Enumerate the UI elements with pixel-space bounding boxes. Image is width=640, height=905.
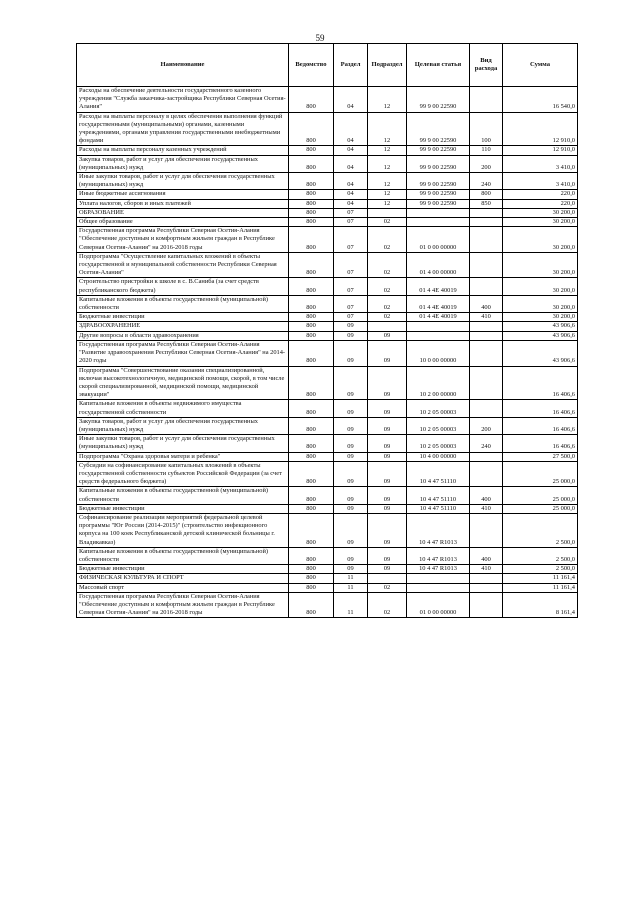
row-name: Подпрограмма "Осуществление капитальных вложений в объекты государственной и муниципальной собственности Республики Северная Осетия-Алания" xyxy=(77,252,289,278)
row-amount: 3 410,0 xyxy=(503,155,578,172)
row-target-article xyxy=(407,331,470,340)
header-subsection: Подраздел xyxy=(368,44,407,87)
row-expense-type: 200 xyxy=(470,417,503,434)
row-target-article xyxy=(407,218,470,227)
row-subsection xyxy=(368,574,407,583)
row-section: 09 xyxy=(334,435,368,452)
row-section: 09 xyxy=(334,461,368,487)
row-name: Капитальные вложения в объекты государственной (муниципальной) собственности xyxy=(77,487,289,504)
row-department: 800 xyxy=(289,313,334,322)
row-department: 800 xyxy=(289,199,334,208)
row-target-article: 99 9 00 22590 xyxy=(407,190,470,199)
row-section: 11 xyxy=(334,592,368,618)
row-subsection xyxy=(368,322,407,331)
row-section: 09 xyxy=(334,340,368,366)
row-subsection xyxy=(368,208,407,217)
row-section: 09 xyxy=(334,417,368,434)
row-department: 800 xyxy=(289,190,334,199)
row-amount: 30 200,0 xyxy=(503,313,578,322)
row-name: Иные закупки товаров, работ и услуг для обеспечения государственных (муниципальных) нужд xyxy=(77,435,289,452)
row-target-article: 99 9 00 22590 xyxy=(407,173,470,190)
row-name: Бюджетные инвестиции xyxy=(77,504,289,513)
row-subsection: 12 xyxy=(368,199,407,208)
row-amount: 12 910,0 xyxy=(503,112,578,146)
row-subsection: 09 xyxy=(368,565,407,574)
row-section: 11 xyxy=(334,574,368,583)
row-subsection: 02 xyxy=(368,313,407,322)
row-section: 09 xyxy=(334,331,368,340)
row-target-article: 10 2 05 00003 xyxy=(407,417,470,434)
row-section: 11 xyxy=(334,583,368,592)
table-row xyxy=(77,417,578,434)
row-expense-type: 240 xyxy=(470,435,503,452)
row-name: ЗДРАВООХРАНЕНИЕ xyxy=(77,322,289,331)
row-department: 800 xyxy=(289,400,334,417)
row-department: 800 xyxy=(289,278,334,295)
row-department: 800 xyxy=(289,366,334,400)
row-name: Бюджетные инвестиции xyxy=(77,313,289,322)
table-row xyxy=(77,295,578,312)
row-target-article: 99 9 00 22590 xyxy=(407,199,470,208)
header-amount: Сумма xyxy=(503,44,578,87)
row-amount: 25 000,0 xyxy=(503,504,578,513)
row-section: 09 xyxy=(334,487,368,504)
row-expense-type xyxy=(470,208,503,217)
row-amount: 16 406,6 xyxy=(503,366,578,400)
row-expense-type: 100 xyxy=(470,112,503,146)
row-amount: 11 161,4 xyxy=(503,583,578,592)
row-section: 07 xyxy=(334,313,368,322)
row-name: Субсидии на софинансирование капитальных вложений в объекты государственной собственности субъектов Российской Федерации (за счет средств федерального бюджета) xyxy=(77,461,289,487)
row-section: 07 xyxy=(334,295,368,312)
row-amount: 16 406,6 xyxy=(503,435,578,452)
table-row xyxy=(77,146,578,155)
row-name: Государственная программа Республики Северная Осетия-Алания "Обеспечение доступным и комфортным жильем граждан в Республике Северная Осетия-Алания" на 2016-2018 годы xyxy=(77,227,289,253)
row-expense-type xyxy=(470,461,503,487)
row-expense-type: 400 xyxy=(470,295,503,312)
row-name: Подпрограмма "Охрана здоровья матери и ребенка" xyxy=(77,452,289,461)
row-expense-type xyxy=(470,452,503,461)
row-expense-type: 410 xyxy=(470,565,503,574)
row-target-article: 10 4 47 51110 xyxy=(407,487,470,504)
row-amount: 16 540,0 xyxy=(503,87,578,113)
row-amount: 2 500,0 xyxy=(503,565,578,574)
row-target-article: 10 2 05 00003 xyxy=(407,435,470,452)
row-name: Уплата налогов, сборов и иных платежей xyxy=(77,199,289,208)
row-subsection: 09 xyxy=(368,366,407,400)
row-amount: 220,0 xyxy=(503,190,578,199)
row-department: 800 xyxy=(289,583,334,592)
row-subsection: 09 xyxy=(368,331,407,340)
row-section: 04 xyxy=(334,155,368,172)
row-amount: 220,0 xyxy=(503,199,578,208)
table-row xyxy=(77,208,578,217)
row-expense-type xyxy=(470,400,503,417)
row-expense-type: 800 xyxy=(470,190,503,199)
row-subsection: 12 xyxy=(368,173,407,190)
row-expense-type xyxy=(470,227,503,253)
row-amount: 16 406,6 xyxy=(503,417,578,434)
row-target-article: 99 9 00 22590 xyxy=(407,87,470,113)
row-name: Иные бюджетные ассигнования xyxy=(77,190,289,199)
row-target-article: 99 9 00 22590 xyxy=(407,146,470,155)
row-subsection: 12 xyxy=(368,87,407,113)
row-name: Строительство пристройки к школе в с. В.Саниба (за счет средств республиканского бюджета) xyxy=(77,278,289,295)
row-target-article: 10 4 47 R1013 xyxy=(407,513,470,547)
table-row xyxy=(77,199,578,208)
row-name: Общее образование xyxy=(77,218,289,227)
row-subsection: 09 xyxy=(368,400,407,417)
row-amount: 25 000,0 xyxy=(503,461,578,487)
row-expense-type: 850 xyxy=(470,199,503,208)
row-name: Другие вопросы в области здравоохранения xyxy=(77,331,289,340)
row-target-article xyxy=(407,322,470,331)
row-department: 800 xyxy=(289,547,334,564)
table-row xyxy=(77,190,578,199)
row-expense-type xyxy=(470,87,503,113)
row-section: 04 xyxy=(334,173,368,190)
row-department: 800 xyxy=(289,435,334,452)
row-expense-type: 410 xyxy=(470,313,503,322)
row-section: 09 xyxy=(334,366,368,400)
row-department: 800 xyxy=(289,565,334,574)
table-row xyxy=(77,547,578,564)
table-row xyxy=(77,461,578,487)
row-section: 04 xyxy=(334,112,368,146)
row-subsection: 09 xyxy=(368,547,407,564)
row-expense-type: 200 xyxy=(470,155,503,172)
table-row xyxy=(77,574,578,583)
row-section: 09 xyxy=(334,565,368,574)
budget-table xyxy=(76,43,578,618)
table-row xyxy=(77,218,578,227)
row-subsection: 09 xyxy=(368,504,407,513)
row-name: Иные закупки товаров, работ и услуг для обеспечения государственных (муниципальных) нужд xyxy=(77,173,289,190)
row-amount: 30 200,0 xyxy=(503,218,578,227)
row-target-article: 01 4 00 00000 xyxy=(407,252,470,278)
row-name: Подпрограмма "Совершенствование оказания специализированной, включая высокотехнологичную, медицинской помощи, скорой, в том числе скорой специализированной, медицинской помощи, медицинской эвакуации" xyxy=(77,366,289,400)
row-expense-type: 410 xyxy=(470,504,503,513)
row-subsection: 02 xyxy=(368,295,407,312)
row-department: 800 xyxy=(289,513,334,547)
row-expense-type xyxy=(470,331,503,340)
row-department: 800 xyxy=(289,504,334,513)
row-amount: 11 161,4 xyxy=(503,574,578,583)
row-name: Расходы на выплаты персоналу казенных учреждений xyxy=(77,146,289,155)
row-target-article: 01 4 4Е 40019 xyxy=(407,313,470,322)
table-row xyxy=(77,400,578,417)
row-target-article: 10 0 00 00000 xyxy=(407,340,470,366)
row-department: 800 xyxy=(289,155,334,172)
row-target-article: 01 0 00 00000 xyxy=(407,227,470,253)
table-row xyxy=(77,112,578,146)
row-target-article: 01 0 00 00000 xyxy=(407,592,470,618)
table-row xyxy=(77,87,578,113)
row-expense-type: 110 xyxy=(470,146,503,155)
row-expense-type xyxy=(470,574,503,583)
row-section: 07 xyxy=(334,218,368,227)
row-subsection: 12 xyxy=(368,190,407,199)
row-department: 800 xyxy=(289,227,334,253)
row-section: 09 xyxy=(334,400,368,417)
header-target-article: Целевая статья xyxy=(407,44,470,87)
row-name: ОБРАЗОВАНИЕ xyxy=(77,208,289,217)
row-expense-type xyxy=(470,252,503,278)
row-target-article xyxy=(407,208,470,217)
row-subsection: 12 xyxy=(368,146,407,155)
row-name: Массовый спорт xyxy=(77,583,289,592)
row-amount: 25 000,0 xyxy=(503,487,578,504)
row-name: Государственная программа Республики Северная Осетия-Алания "Развитие здравоохранения Республики Северная Осетия-Алания" на 2014-2020 годы xyxy=(77,340,289,366)
row-department: 800 xyxy=(289,487,334,504)
row-department: 800 xyxy=(289,340,334,366)
row-amount: 43 906,6 xyxy=(503,322,578,331)
row-section: 07 xyxy=(334,227,368,253)
table-row xyxy=(77,322,578,331)
row-section: 07 xyxy=(334,278,368,295)
row-target-article: 10 4 47 R1013 xyxy=(407,547,470,564)
row-department: 800 xyxy=(289,574,334,583)
table-header-row xyxy=(77,44,578,87)
row-section: 04 xyxy=(334,190,368,199)
header-name: Наименование xyxy=(77,44,289,87)
row-expense-type xyxy=(470,513,503,547)
row-target-article: 99 9 00 22590 xyxy=(407,112,470,146)
table-row xyxy=(77,592,578,618)
row-target-article: 10 4 47 R1013 xyxy=(407,565,470,574)
row-amount: 2 500,0 xyxy=(503,547,578,564)
row-name: Расходы на выплаты персоналу в целях обеспечения выполнения функций государственными (муниципальными) органами, казенными учреждениями, органами управления государственными внебюджетными фондами xyxy=(77,112,289,146)
row-section: 09 xyxy=(334,452,368,461)
row-expense-type xyxy=(470,366,503,400)
row-amount: 3 410,0 xyxy=(503,173,578,190)
header-section: Раздел xyxy=(334,44,368,87)
row-target-article: 99 9 00 22590 xyxy=(407,155,470,172)
row-section: 04 xyxy=(334,87,368,113)
row-expense-type: 400 xyxy=(470,547,503,564)
row-expense-type xyxy=(470,322,503,331)
row-subsection: 12 xyxy=(368,112,407,146)
row-department: 800 xyxy=(289,417,334,434)
row-department: 800 xyxy=(289,208,334,217)
row-target-article: 10 4 00 00000 xyxy=(407,452,470,461)
row-expense-type: 400 xyxy=(470,487,503,504)
row-subsection: 09 xyxy=(368,461,407,487)
row-amount: 27 500,0 xyxy=(503,452,578,461)
table-row xyxy=(77,565,578,574)
row-subsection: 02 xyxy=(368,278,407,295)
table-row xyxy=(77,487,578,504)
row-section: 07 xyxy=(334,252,368,278)
row-section: 04 xyxy=(334,199,368,208)
header-expense-type: Вид расхода xyxy=(470,44,503,87)
table-row xyxy=(77,435,578,452)
row-department: 800 xyxy=(289,331,334,340)
table-row xyxy=(77,513,578,547)
row-target-article: 10 2 00 00000 xyxy=(407,366,470,400)
row-expense-type xyxy=(470,340,503,366)
row-section: 09 xyxy=(334,322,368,331)
table-row xyxy=(77,313,578,322)
table-row xyxy=(77,173,578,190)
row-amount: 2 500,0 xyxy=(503,513,578,547)
row-amount: 30 200,0 xyxy=(503,252,578,278)
row-expense-type xyxy=(470,278,503,295)
row-amount: 30 200,0 xyxy=(503,208,578,217)
row-name: Закупка товаров, работ и услуг для обеспечения государственных (муниципальных) нужд xyxy=(77,417,289,434)
row-department: 800 xyxy=(289,218,334,227)
row-target-article xyxy=(407,583,470,592)
row-name: Капитальные вложения в объекты государственной (муниципальной) собственности xyxy=(77,295,289,312)
row-section: 09 xyxy=(334,504,368,513)
row-name: Софинансирование реализации мероприятий федеральной целевой программы "Юг России (2014-2015)" (строительство инфекционного корпуса на 100 коек Республиканской детской клинической больницы г. Владикавказ) xyxy=(77,513,289,547)
row-section: 07 xyxy=(334,208,368,217)
row-section: 09 xyxy=(334,513,368,547)
row-name: Капитальные вложения в объекты недвижимого имущества государственной собственности xyxy=(77,400,289,417)
row-department: 800 xyxy=(289,112,334,146)
row-subsection: 12 xyxy=(368,155,407,172)
row-department: 800 xyxy=(289,322,334,331)
row-expense-type: 240 xyxy=(470,173,503,190)
row-amount: 8 161,4 xyxy=(503,592,578,618)
row-department: 800 xyxy=(289,146,334,155)
table-row xyxy=(77,366,578,400)
row-amount: 30 200,0 xyxy=(503,295,578,312)
row-name: Расходы на обеспечение деятельности государственного казенного учреждения "Служба заказчика-застройщика Республики Северная Осетия-Алания" xyxy=(77,87,289,113)
row-department: 800 xyxy=(289,452,334,461)
row-expense-type xyxy=(470,218,503,227)
table-row xyxy=(77,278,578,295)
table-row xyxy=(77,252,578,278)
row-name: Закупка товаров, работ и услуг для обеспечения государственных (муниципальных) нужд xyxy=(77,155,289,172)
row-section: 09 xyxy=(334,547,368,564)
row-department: 800 xyxy=(289,295,334,312)
row-name: ФИЗИЧЕСКАЯ КУЛЬТУРА И СПОРТ xyxy=(77,574,289,583)
row-department: 800 xyxy=(289,173,334,190)
row-department: 800 xyxy=(289,252,334,278)
row-name: Государственная программа Республики Северная Осетия-Алания "Обеспечение доступным и комфортным жильем граждан в Республике Северная Осетия-Алания" на 2016-2018 годы xyxy=(77,592,289,618)
table-row xyxy=(77,340,578,366)
row-subsection: 09 xyxy=(368,487,407,504)
table-row xyxy=(77,583,578,592)
table-row xyxy=(77,331,578,340)
row-subsection: 02 xyxy=(368,218,407,227)
table-body xyxy=(77,87,578,618)
row-target-article: 01 4 4Е 40019 xyxy=(407,295,470,312)
row-target-article: 10 4 47 51110 xyxy=(407,461,470,487)
row-expense-type xyxy=(470,583,503,592)
row-subsection: 09 xyxy=(368,435,407,452)
table-row xyxy=(77,155,578,172)
row-amount: 30 200,0 xyxy=(503,227,578,253)
row-amount: 16 406,6 xyxy=(503,400,578,417)
row-subsection: 09 xyxy=(368,513,407,547)
row-subsection: 02 xyxy=(368,252,407,278)
row-amount: 43 906,6 xyxy=(503,331,578,340)
row-amount: 30 200,0 xyxy=(503,278,578,295)
row-department: 800 xyxy=(289,461,334,487)
row-department: 800 xyxy=(289,87,334,113)
row-subsection: 09 xyxy=(368,452,407,461)
row-subsection: 09 xyxy=(368,340,407,366)
row-subsection: 02 xyxy=(368,592,407,618)
row-target-article xyxy=(407,574,470,583)
row-department: 800 xyxy=(289,592,334,618)
row-target-article: 10 4 47 51110 xyxy=(407,504,470,513)
row-section: 04 xyxy=(334,146,368,155)
header-department: Ведомство xyxy=(289,44,334,87)
row-subsection: 02 xyxy=(368,227,407,253)
table-row xyxy=(77,227,578,253)
row-name: Капитальные вложения в объекты государственной (муниципальной) собственности xyxy=(77,547,289,564)
row-amount: 12 910,0 xyxy=(503,146,578,155)
row-subsection: 09 xyxy=(368,417,407,434)
row-amount: 43 906,6 xyxy=(503,340,578,366)
row-name: Бюджетные инвестиции xyxy=(77,565,289,574)
page-number: 59 xyxy=(315,33,325,43)
row-target-article: 10 2 05 00003 xyxy=(407,400,470,417)
table-row xyxy=(77,504,578,513)
row-expense-type xyxy=(470,592,503,618)
table-row xyxy=(77,452,578,461)
row-target-article: 01 4 4Е 40019 xyxy=(407,278,470,295)
row-subsection: 02 xyxy=(368,583,407,592)
